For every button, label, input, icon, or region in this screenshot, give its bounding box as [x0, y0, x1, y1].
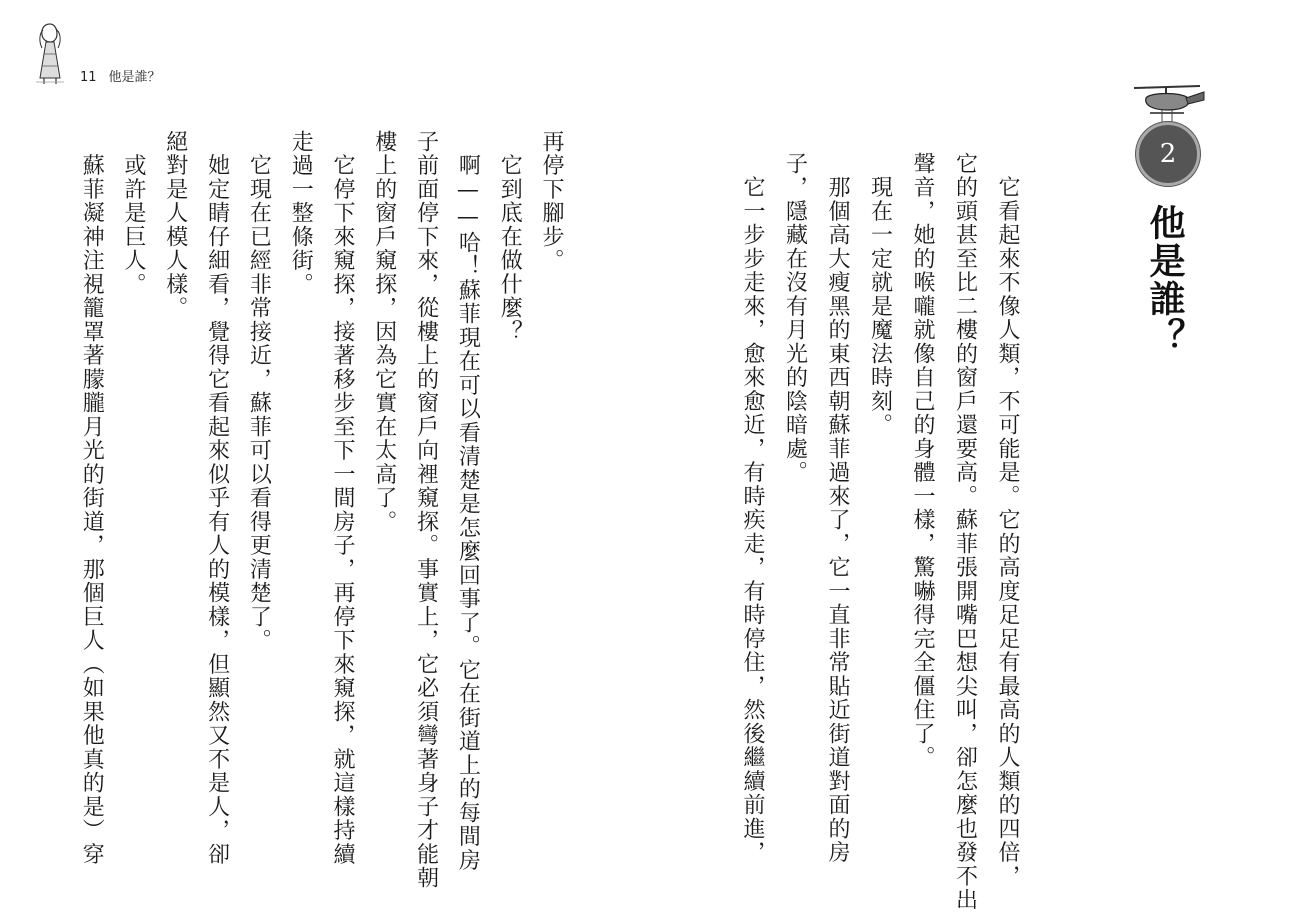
text-column: 那個高大瘦黑的東西朝蘇菲過來了，它一直非常貼近街道對面的房 [825, 152, 850, 865]
text-column: 它的頭甚至比二樓的窗戶還要高。蘇菲張開嘴巴想尖叫，卻怎麼也發不出 [952, 152, 978, 912]
text-column: 它停下來窺探，接著移步至下一間房子，再停下來窺探，就這樣持續 [330, 130, 355, 867]
text-column: 它看起來不像人類，不可能是。它的高度足足有最高的人類的四倍， [995, 152, 1020, 889]
girl-illustration-icon [30, 18, 70, 86]
chapter-heading [1126, 80, 1216, 360]
text-column: 它到底在做什麼？ [497, 130, 523, 344]
text-column: 再停下腳步。 [539, 130, 564, 273]
text-column: 啊——哈！蘇菲現在可以看清楚是怎麼回事了。它在街道上的每間房 [455, 130, 481, 873]
text-column: 她定睛仔細看，覺得它看起來似乎有人的模樣，但顯然又不是人，卻 [204, 130, 230, 867]
text-column: 它一步步走來，愈來愈近，有時疾走，有時停住，然後繼續前進， [740, 152, 765, 865]
text-column: 走過一整條街。 [288, 130, 314, 297]
text-column: 聲音，她的喉嚨就像自己的身體一樣，驚嚇得完全僵住了。 [910, 152, 935, 770]
text-column: 現在一定就是魔法時刻。 [867, 152, 893, 437]
page-number: 11 [80, 70, 97, 85]
chapter-number-badge: 2 [1136, 122, 1200, 186]
text-column: 蘇菲凝神注視籠罩著朦朧月光的街道，那個巨人（如果他真的是）穿 [79, 130, 105, 867]
chapter-title: 他是誰？ [1144, 204, 1185, 356]
running-title: 他是誰？ [108, 70, 161, 85]
text-column: 樓上的窗戶窺探，因為它實在太高了。 [371, 130, 397, 534]
text-column: 子，隱藏在沒有月光的陰暗處。 [782, 152, 808, 485]
text-column: 或許是巨人。 [121, 130, 146, 297]
folio [80, 66, 173, 85]
text-column: 它現在已經非常接近，蘇菲可以看得更清楚了。 [246, 130, 272, 653]
text-column: 子前面停下來，從樓上的窗戶向裡窺探。事實上，它必須彎著身子才能朝 [413, 130, 439, 890]
text-column: 絕對是人模人樣。 [162, 130, 188, 320]
